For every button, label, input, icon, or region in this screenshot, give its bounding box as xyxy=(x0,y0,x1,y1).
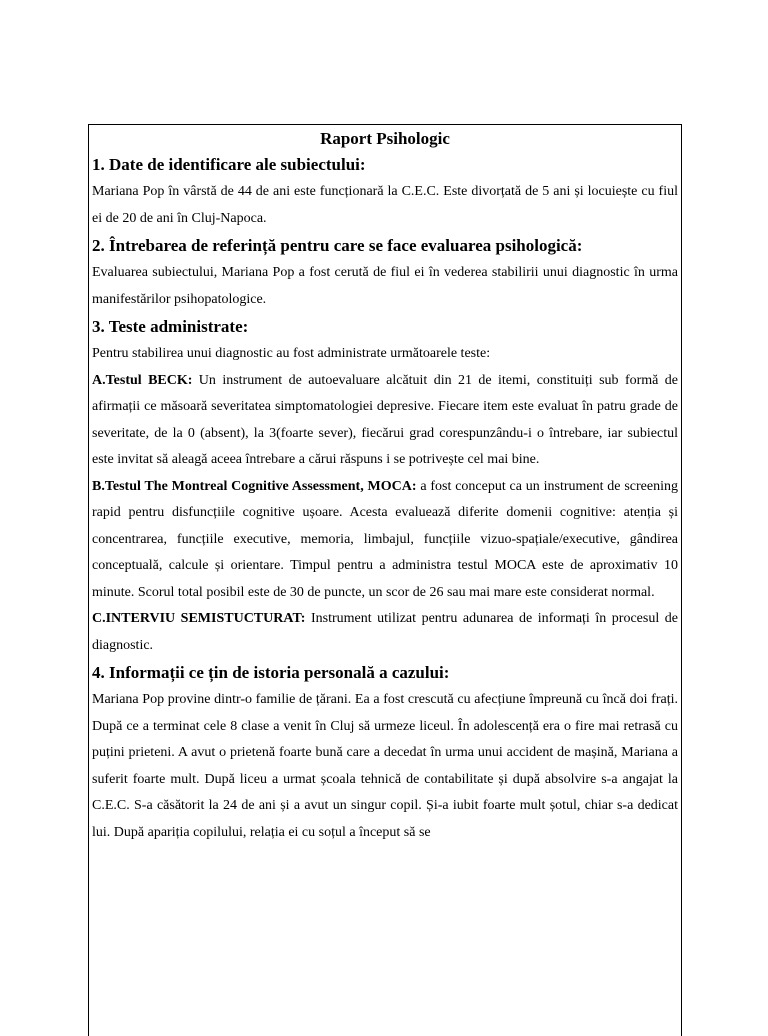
section-4-heading: 4. Informații ce țin de istoria personală a cazului: xyxy=(92,663,450,682)
test-c-label: C.INTERVIU SEMISTUCTURAT: xyxy=(92,611,306,626)
section-2-heading: 2. Întrebarea de referință pentru care se face evaluarea psihologică: xyxy=(92,236,583,255)
test-b-label: B.Testul The Montreal Cognitive Assessment, MOCA: xyxy=(92,478,417,494)
section-1-heading: 1. Date de identificare ale subiectului: xyxy=(92,155,366,174)
document-frame xyxy=(88,124,682,1036)
section-3-heading xyxy=(92,313,678,341)
test-a-label: A.Testul BECK: xyxy=(92,372,193,388)
section-2-text: Evaluarea subiectului, Mariana Pop a fost cerută de fiul ei în vederea stabilirii unui diagnostic în urma manifestărilor psihopatologice. xyxy=(92,265,678,307)
document-title: Raport Psihologic xyxy=(320,129,450,148)
section-4-text: Mariana Pop provine dintr-o familie de țărani. Ea a fost crescută cu afecțiune împreună cu încă doi frați. După ce a terminat cele 8 clase a venit în Cluj să urmeze liceul. În adolescență era o fire mai retrasă cu puțini prieteni. A avut o prietenă foarte bună care a decedat în urma unui accident de mașină, Mariana a suferit foarte mult. După liceu a urmat școala tehnică de contabilitate și după absolvire s-a angajat la C.E.C. S-a căsătorit la 24 de ani și a avut un singur copil. Și-a iubit foarte mult șotul, chiar s-a dedicat lui. După apariția copilului, relația ei cu soțul a început să se xyxy=(92,692,678,840)
test-b-paragraph xyxy=(92,474,678,607)
section-3-intro: Pentru stabilirea unui diagnostic au fost administrate următoarele teste: xyxy=(92,346,491,361)
test-a-paragraph xyxy=(92,368,678,474)
section-3-title: . Teste administrate: xyxy=(100,317,249,336)
test-a-text: Un instrument de autoevaluare alcătuit din 21 de itemi, constituiți sub formă de afirmații ce măsoară severitatea simptomatologiei depresive. Fiecare item este evaluat în patru grade de severitate, de la 0 (absent), la 3(foarte sever), fiecărui grad corespunzându-i o întrebare, iar subiectul este invitat să aleagă aceea întrebare a cărui răspuns i se potrivește cel mai bine. xyxy=(92,372,678,467)
section-3-number: 3 xyxy=(92,317,101,336)
test-b-text: a fost conceput ca un instrument de screening rapid pentru disfuncțiile cognitive ușoare. Acesta evaluează diferite domenii cognitive: atenția și concentrarea, funcțiile executive, memoria, limbajul, funcțiile vizuo-spațiale/executive, gândirea conceptuală, calcule și orientare. Timpul pentru a administra testul MOCA este de aproximativ 10 minute. Scorul total posibil este de 30 de puncte, un scor de 26 sau mai mare este considerat normal. xyxy=(92,478,678,600)
test-c-paragraph xyxy=(92,606,678,659)
section-1-text: Mariana Pop în vârstă de 44 de ani este funcționară la C.E.C. Este divorțată de 5 ani și locuiește cu fiul ei de 20 de ani în Cluj-Napoca. xyxy=(92,184,678,226)
test-c-text: Instrument utilizat pentru adunarea de informați în procesul de diagnostic. xyxy=(92,611,678,653)
